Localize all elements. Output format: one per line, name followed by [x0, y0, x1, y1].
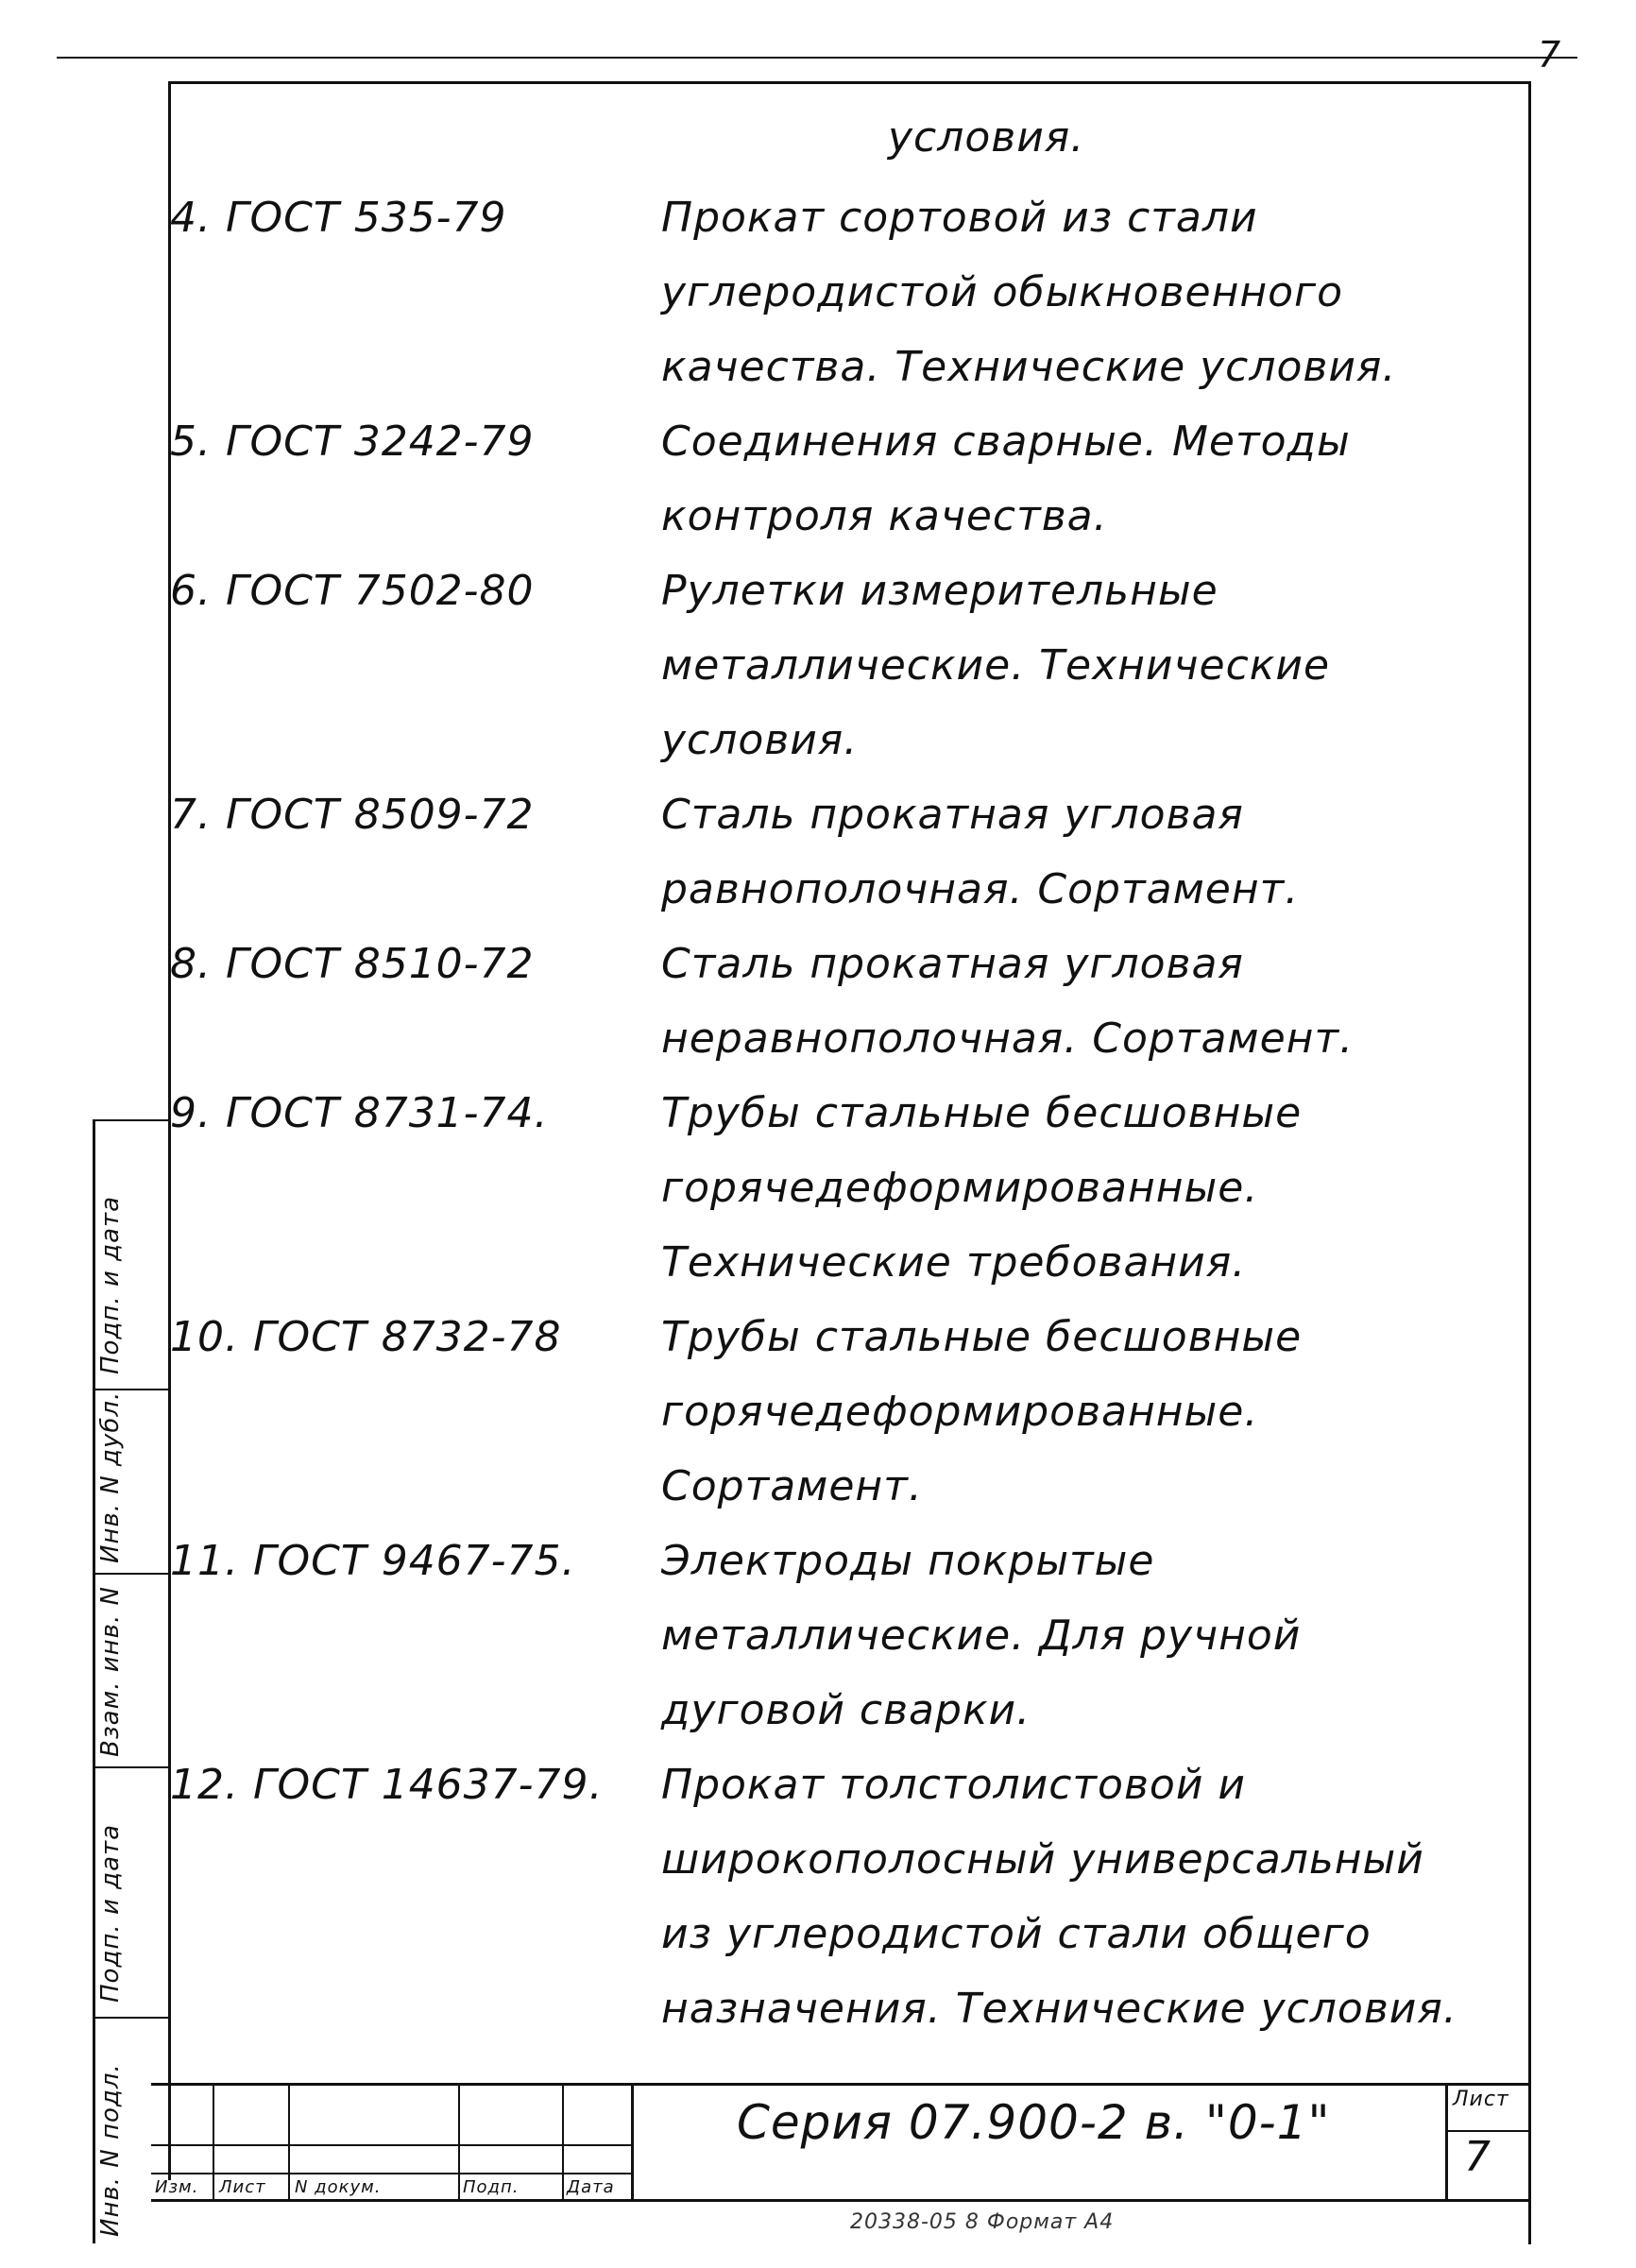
- gost-description-line: Прокат толстолистовой и: [661, 1761, 1246, 1809]
- gost-description-line: Сталь прокатная угловая: [661, 791, 1244, 839]
- col-list: Лист: [219, 2177, 266, 2197]
- title-block-col: [562, 2083, 564, 2201]
- side-stamp-divider: [93, 2017, 170, 2019]
- gost-code: 8. ГОСТ 8510-72: [170, 940, 535, 988]
- top-border-line: [57, 57, 1577, 59]
- gost-description-line: дуговой сварки.: [661, 1686, 1031, 1734]
- frame-top-border: [168, 81, 1530, 84]
- frame-right-border: [1528, 81, 1531, 2244]
- col-podp: Подп.: [463, 2177, 520, 2197]
- gost-description-line: металлические. Технические: [661, 641, 1331, 690]
- gost-code: 4. ГОСТ 535-79: [170, 194, 507, 242]
- gost-code: 9. ГОСТ 8731-74.: [170, 1089, 549, 1137]
- side-stamp-divider: [93, 1389, 170, 1390]
- side-label-podp-data-1: Подп. и дата: [96, 1823, 125, 2003]
- gost-description-line: Электроды покрытые: [661, 1537, 1155, 1585]
- side-label-vzam-inv: Взам. инв. N: [96, 1586, 125, 1757]
- gost-code: 5. ГОСТ 3242-79: [170, 418, 535, 466]
- side-stamp-divider: [93, 1766, 170, 1768]
- gost-description-line: условия.: [661, 716, 859, 764]
- sheet-cell-left: [1445, 2083, 1448, 2201]
- gost-description-line: контроля качества.: [661, 492, 1108, 540]
- gost-description-line: металлические. Для ручной: [661, 1611, 1302, 1660]
- gost-description-line: Рулетки измерительные: [661, 567, 1218, 615]
- gost-code: 12. ГОСТ 14637-79.: [170, 1761, 604, 1809]
- title-block-col: [288, 2083, 290, 2201]
- side-stamp-outer-border: [93, 1119, 95, 2243]
- gost-description-line: Сортамент.: [661, 1462, 923, 1510]
- col-n-dokum: N докум.: [295, 2177, 382, 2197]
- title-block-row-line: [151, 2144, 633, 2146]
- side-label-podp-data-2: Подп. и дата: [96, 1195, 125, 1374]
- gost-description-line: назначения. Технические условия.: [661, 1985, 1457, 2033]
- title-block-col: [631, 2083, 634, 2201]
- gost-description-line: неравнополочная. Сортамент.: [661, 1015, 1355, 1063]
- side-stamp-divider: [93, 1119, 170, 1121]
- title-block-row-line: [151, 2173, 633, 2174]
- gost-description-line: Прокат сортовой из стали: [661, 194, 1258, 242]
- side-label-inv-dubl: Инв. N дубл.: [96, 1390, 125, 1563]
- gost-code: 10. ГОСТ 8732-78: [170, 1313, 562, 1361]
- gost-description-line: Сталь прокатная угловая: [661, 940, 1244, 988]
- sheet-cell-divider: [1445, 2130, 1530, 2132]
- gost-description-line: Соединения сварные. Методы: [661, 418, 1351, 466]
- title-block-col: [213, 2083, 214, 2201]
- sheet-corner-mark: 7: [1538, 34, 1562, 76]
- continued-text: условия.: [888, 113, 1085, 162]
- gost-description-line: Трубы стальные бесшовные: [661, 1313, 1303, 1361]
- gost-code: 11. ГОСТ 9467-75.: [170, 1537, 576, 1585]
- gost-description-line: качества. Технические условия.: [661, 343, 1397, 391]
- title-block-bottom-line: [151, 2199, 1530, 2202]
- gost-description-line: Технические требования.: [661, 1238, 1247, 1287]
- gost-description-line: горячедеформированные.: [661, 1388, 1259, 1436]
- gost-description-line: из углеродистой стали общего: [661, 1910, 1372, 1958]
- sheet-number: 7: [1464, 2133, 1491, 2181]
- gost-code: 6. ГОСТ 7502-80: [170, 567, 535, 615]
- side-label-inv-podl: Инв. N подл.: [96, 2063, 125, 2237]
- gost-description-line: горячедеформированные.: [661, 1164, 1259, 1212]
- gost-code: 7. ГОСТ 8509-72: [170, 791, 535, 839]
- title-block-top-line: [151, 2083, 1530, 2086]
- col-izm: Изм.: [155, 2177, 199, 2197]
- gost-description-line: углеродистой обыкновенного: [661, 268, 1344, 316]
- gost-description-line: Трубы стальные бесшовные: [661, 1089, 1303, 1137]
- format-note: 20338-05 8 Формат А4: [850, 2210, 1115, 2234]
- gost-description-line: равнополочная. Сортамент.: [661, 865, 1300, 913]
- series-designation: Серия 07.900-2 в. "0-1": [737, 2095, 1331, 2150]
- gost-description-line: широкополосный универсальный: [661, 1835, 1424, 1884]
- col-data: Дата: [567, 2177, 615, 2197]
- sheet-label: Лист: [1453, 2088, 1509, 2111]
- title-block-col: [458, 2083, 460, 2201]
- side-stamp-divider: [93, 1573, 170, 1575]
